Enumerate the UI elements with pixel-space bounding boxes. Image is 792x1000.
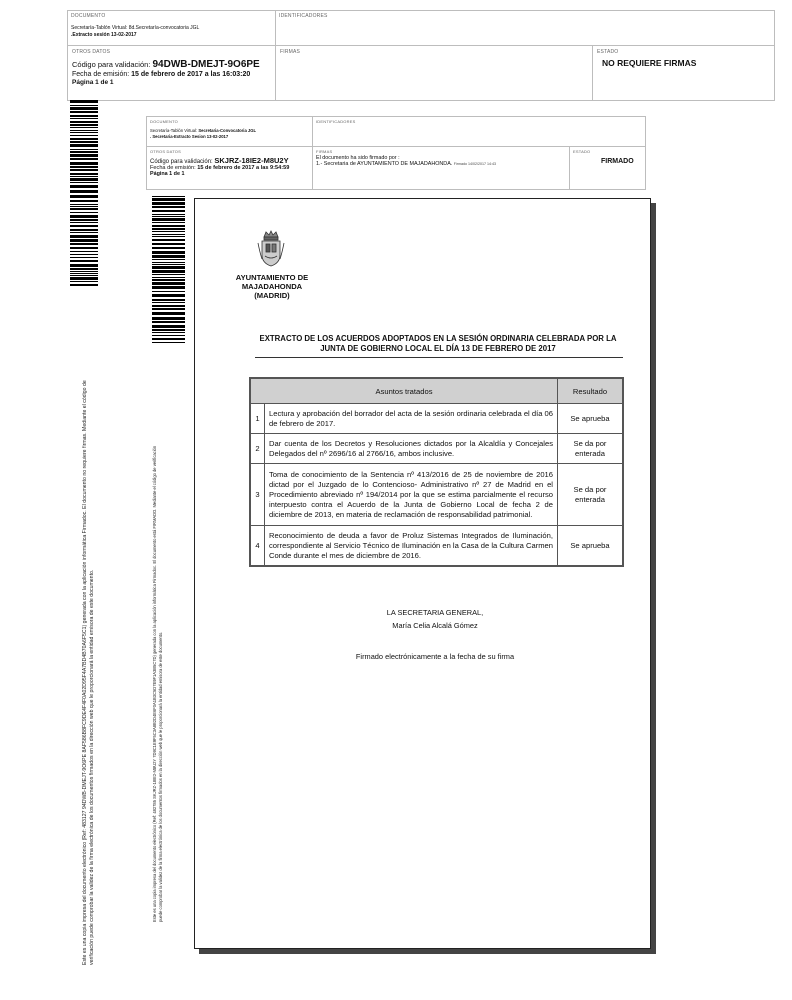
document-title-line1: EXTRACTO DE LOS ACUERDOS ADOPTADOS EN LA SESIÓN ORDINARIA CELEBRADA POR LA [259,334,617,343]
inner-identificadores-label: IDENTIFICADORES [316,119,356,124]
signature-block [300,606,570,632]
inner-documento-line2: . Secretaria-Extracto Sesion 13-02-2017 [150,134,229,139]
outer-estado-label: ESTADO [597,49,619,55]
barcode-bar [152,202,185,205]
barcode-bar [70,132,98,133]
barcode-bar [152,270,185,273]
barcode-bar [152,247,185,249]
outer-codigo-prefix: Código para validación: [72,60,151,69]
inner-header-documento-cell [146,116,313,147]
outer-documento-line1: Secretaría-Tablón Virtual: 8d.Secretaría-convocatoria JGL [71,25,200,31]
barcode-bar [70,144,98,147]
row-result: Se aprueba [558,404,623,434]
barcode-bar [152,259,185,260]
barcode-bar [70,264,98,267]
barcode-bar [70,273,98,274]
barcode-bar [70,178,98,181]
asuntos-table [250,378,623,566]
barcode-bar [152,264,185,265]
inner-header-otros-cell [146,146,313,190]
barcode-bar [70,247,98,249]
barcode-bar [152,332,185,333]
barcode-bar [70,275,98,276]
barcode-bar [70,190,98,193]
row-result: Se da por enterada [558,464,623,526]
table-row [251,404,623,434]
barcode-bar [70,277,98,280]
barcode-bar [152,329,185,331]
outer-header-identificadores-cell [275,10,775,46]
row-result: Se da por enterada [558,434,623,464]
council-name-line1: AYUNTAMIENTO DE [235,273,309,282]
council-name-line2: MAJADAHONDA [241,282,303,291]
barcode-bar [70,151,98,153]
row-text: Dar cuenta de los Decretos y Resoluciones dictados por la Alcaldía y Concejales Delegados del nº 2696/16 al 2766/16, ambos inclusive. [265,434,558,464]
barcode-bar [70,138,98,140]
barcode-bar [70,232,98,233]
inner-codigo-prefix: Código para validación: [150,159,213,165]
barcode-bar [70,185,98,188]
document-title [248,334,628,354]
barcode-bar [152,255,185,258]
barcode-bar [70,281,98,282]
barcode-bar [70,141,98,143]
barcode-bar [70,173,98,175]
barcode-bar [70,121,98,123]
inner-documento-prefix: Secretaría-Tablón Virtual: [150,128,198,133]
barcode-bar [70,235,98,238]
barcode-bar [152,302,185,303]
outer-header-otros-cell [67,45,276,101]
barcode-bar [152,225,185,227]
barcode-bar [70,158,98,160]
inner-barcode-graphic [152,196,185,344]
inner-fecha: 15 de febrero de 2017 a las 9:54:59 [197,165,290,171]
council-name [222,273,322,300]
header-asuntos: Asuntos tratados [251,379,558,404]
row-number: 1 [251,404,265,434]
outer-side-text-line2: verificación puede comprobar la validez de la firma electrónica de los documentos firmados en la dirección web que le proporcionará la entidad emisora de este documento. [89,569,95,965]
outer-codigo-line [72,59,271,70]
document-title-line2: JUNTA DE GOBIERNO LOCAL EL DÍA 13 DE FEBRERO DE 2017 [320,344,556,353]
barcode-bar [152,338,185,340]
barcode-bar [152,325,185,328]
barcode-bar [70,100,98,103]
row-result: Se aprueba [558,526,623,566]
inner-estado: FIRMADO [601,158,634,165]
outer-otros-label: OTROS DATOS [72,49,111,55]
row-number: 3 [251,464,265,526]
row-number: 2 [251,434,265,464]
inner-side-text-line1: Este es una copia impresa del documento electrónico (Ref: 482785 SKJRZ-18IE2-M8U2Y 7D9C1E9F5C3A8B2D4E6F0A1B3C5D7E9F1A3B5C7D) generada con la aplicación informática Firmadoc. El documento está FIRMADO. Mediante el código de verificación [152,445,157,922]
barcode-bar [70,182,98,183]
inner-firmas-line2: 1.- Secretaria de AYUNTAMIENTO DE MAJADAHONDA. [316,161,453,167]
barcode-bar [70,176,98,177]
barcode-bar [70,257,98,258]
title-underline [255,357,623,358]
barcode-bar [152,291,185,292]
council-name-line3: (MADRID) [254,291,290,300]
inner-firmas-line1: El documento ha sido firmado por : [316,155,400,161]
outer-barcode [70,100,98,286]
barcode-bar [70,107,98,110]
barcode-bar [70,166,98,168]
barcode-bar [152,277,185,278]
outer-fecha-line [72,71,271,78]
barcode-bar [70,229,98,231]
barcode-bar [152,239,185,241]
outer-documento-line2: .Extracto sesión 13-02-2017 [71,32,137,38]
barcode-bar [152,198,185,201]
table-row [251,434,623,464]
barcode-bar [152,214,185,215]
inner-side-text [152,347,164,922]
outer-fecha: 15 de febrero de 2017 a las 16:03:20 [131,71,251,78]
inner-page [194,198,651,949]
row-number: 4 [251,526,265,566]
barcode-bar [152,206,185,208]
barcode-bar [152,274,185,275]
inner-documento-line1: Secretaria-Convocatoria JGL [198,128,257,133]
barcode-bar [70,204,98,205]
outer-header-documento-cell [67,10,276,46]
barcode-bar [70,118,98,119]
outer-fecha-prefix: Fecha de emisión: [72,71,130,78]
barcode-bar [152,196,185,197]
barcode-bar [152,236,185,237]
barcode-bar [152,228,185,230]
barcode-bar [70,135,98,136]
barcode-bar [70,251,98,252]
barcode-bar [152,305,185,307]
barcode-bar [152,216,185,217]
barcode-bar [70,219,98,221]
header-resultado: Resultado [558,379,623,404]
barcode-bar [70,195,98,198]
inner-firmas-label: FIRMAS [316,149,333,154]
outer-header-estado-cell [592,45,775,101]
barcode-bar [152,282,185,285]
barcode-bar [152,342,185,343]
barcode-bar [70,212,98,213]
inner-otros-label: OTROS DATOS [150,149,181,154]
barcode-bar [70,284,98,286]
barcode-bar [70,215,98,218]
inner-header-estado-cell [569,146,646,190]
inner-firmas-date: Firmado 14/02/2017 14:43 [453,162,496,166]
coat-of-arms-emblem [256,229,286,269]
inner-header-identificadores-cell [312,116,646,147]
barcode-bar [70,225,98,227]
outer-estado: NO REQUIERE FIRMAS [602,58,697,68]
barcode-bar [70,239,98,242]
barcode-bar [70,124,98,126]
barcode-bar [152,279,185,281]
row-text: Lectura y aprobación del borrador del acta de la sesión ordinaria celebrada el día 06 de febrero de 2017. [265,404,558,434]
barcode-bar [152,317,185,320]
barcode-bar [70,154,98,157]
inner-pagina: Página 1 de 1 [150,171,185,177]
barcode-bar [70,127,98,128]
signature-role: LA SECRETARIA GENERAL, [386,608,484,617]
barcode-bar [152,294,185,297]
inner-fecha-prefix: Fecha de emisión: [150,165,196,171]
barcode-bar [70,206,98,207]
row-text: Reconocimiento de deuda a favor de Proluz Sistemas Integrados de Iluminación, correspondiente al Servicio Técnico de Iluminación en la Casa de la Cultura Carmen Conde durante el mes de diciembre de 2016. [265,526,558,566]
barcode-bar [70,208,98,210]
barcode-bar [70,271,98,272]
inner-barcode [152,196,185,344]
inner-header-firmas-cell [312,146,570,190]
barcode-bar [70,162,98,165]
barcode-bar [70,260,98,262]
barcode-bar [70,149,98,150]
barcode-bar [70,169,98,171]
outer-side-text [82,295,96,965]
barcode-bar [152,231,185,232]
barcode-bar [70,254,98,255]
barcode-bar [70,111,98,113]
table-row [251,526,623,566]
barcode-bar [70,200,98,202]
barcode-bar [152,321,185,323]
barcode-bar [70,222,98,223]
inner-firmas-line2-wrap [316,161,566,167]
outer-documento-label: DOCUMENTO [71,13,106,19]
barcode-bar [152,299,185,301]
table-header-row [251,379,623,404]
barcode-bar [152,312,185,315]
barcode-bar [70,130,98,131]
barcode-bar [152,251,185,254]
outer-pagina: Página 1 de 1 [72,79,114,86]
barcode-bar [152,218,185,221]
barcode-bar [152,286,185,289]
barcode-bar [70,115,98,117]
barcode-bar [152,308,185,310]
row-text: Toma de conocimiento de la Sentencia nº 413/2016 de 25 de noviembre de 2016 dictad por el Juzgado de lo Contencioso- Administrativo nº 27 de Madrid en el Procedimiento abreviado nº 194/2014 por la que se estima parcialmente el recurso interpuesto contra el Acuerdo de la Junta de Gobierno Local de fecha 2 de diciembre de 2013, en materia de reclamación de responsabilidad patrimonial. [265,464,558,526]
outer-barcode-graphic [70,100,98,286]
signature-note: Firmado electrónicamente a la fecha de su firma [355,652,515,661]
outer-firmas-label: FIRMAS [280,49,301,55]
inner-side-text-line2: puede comprobar la validez de la firma electrónica de los documentos firmados en la dirección web que le proporcionará la entidad emisora de este documento. [158,631,163,922]
barcode-bar [70,105,98,106]
table-row [251,464,623,526]
outer-codigo: 94DWB-DMEJT-9O6PE [152,59,260,70]
barcode-bar [152,262,185,263]
barcode-bar [152,243,185,245]
inner-estado-label: ESTADO [573,149,591,154]
barcode-bar [152,266,185,269]
inner-codigo-line [150,156,309,165]
signature-name: María Celia Alcalá Gómez [392,621,478,630]
barcode-bar [152,234,185,235]
outer-identificadores-label: IDENTIFICADORES [279,13,328,19]
barcode-bar [152,335,185,336]
barcode-bar [152,210,185,212]
barcode-bar [70,268,98,270]
barcode-bar [152,222,185,223]
outer-side-text-line1: Este es una copia impresa del documento electrónico (Ref: 483127 94DWB-DMEJT-9O6PE 8AF586B8FC9DE4F4F0A02D95F4A7BD4B70A6F5C1) generada con la aplicación informática Firmadoc. El documento no requiere firmas. Mediante el código de [82,380,88,965]
outer-header-firmas-cell [275,45,593,101]
barcode-bar [70,243,98,245]
inner-codigo: SKJRZ-18IE2-M8U2Y [214,156,289,165]
inner-documento-label: DOCUMENTO [150,119,178,124]
